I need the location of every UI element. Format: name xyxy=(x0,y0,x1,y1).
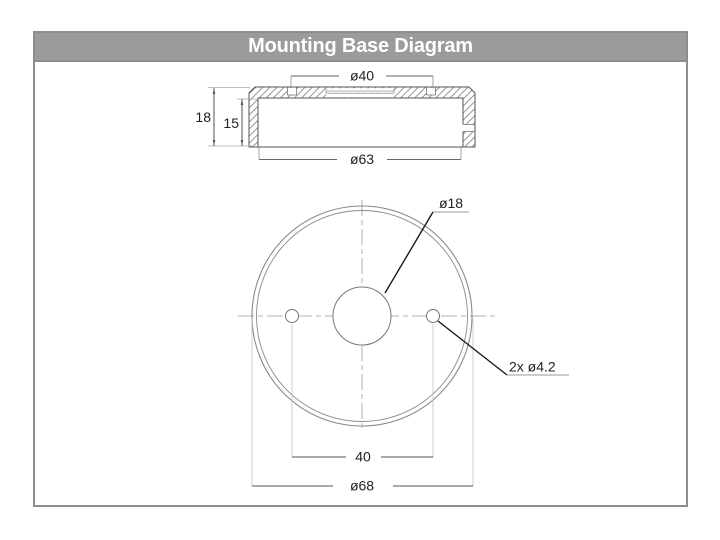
dim-label-18: 18 xyxy=(195,109,211,125)
flange-recess xyxy=(326,88,394,97)
dim-body-diameter xyxy=(259,147,461,167)
side-wall-hole xyxy=(463,125,475,132)
dim-label-40: 40 xyxy=(355,448,371,465)
dim-label-2x-o42: 2x ø4.2 xyxy=(509,358,556,375)
dim-label-o18: ø18 xyxy=(438,195,464,211)
dim-label-15: 15 xyxy=(223,115,239,131)
center-hole xyxy=(333,287,391,345)
leader-center-hole xyxy=(385,195,469,293)
section-cavity xyxy=(258,98,463,147)
flange-slot-left xyxy=(288,88,297,96)
dim-hole-spacing xyxy=(292,449,433,465)
leader-mounting-holes xyxy=(438,321,569,375)
top-view xyxy=(238,200,497,432)
dim-top-diameter xyxy=(291,68,433,88)
dim-outer-diameter xyxy=(252,478,473,494)
mounting-hole-left xyxy=(286,310,299,323)
mounting-hole-right xyxy=(427,310,440,323)
dim-label-o63: ø63 xyxy=(349,151,375,167)
side-view-section xyxy=(249,87,475,147)
dim-label-o68: ø68 xyxy=(349,477,375,494)
top-view-dimensions xyxy=(252,195,569,494)
flange-slot-right xyxy=(427,88,436,96)
dim-label-o40: ø40 xyxy=(349,67,375,84)
page-title: Mounting Base Diagram xyxy=(248,35,473,57)
